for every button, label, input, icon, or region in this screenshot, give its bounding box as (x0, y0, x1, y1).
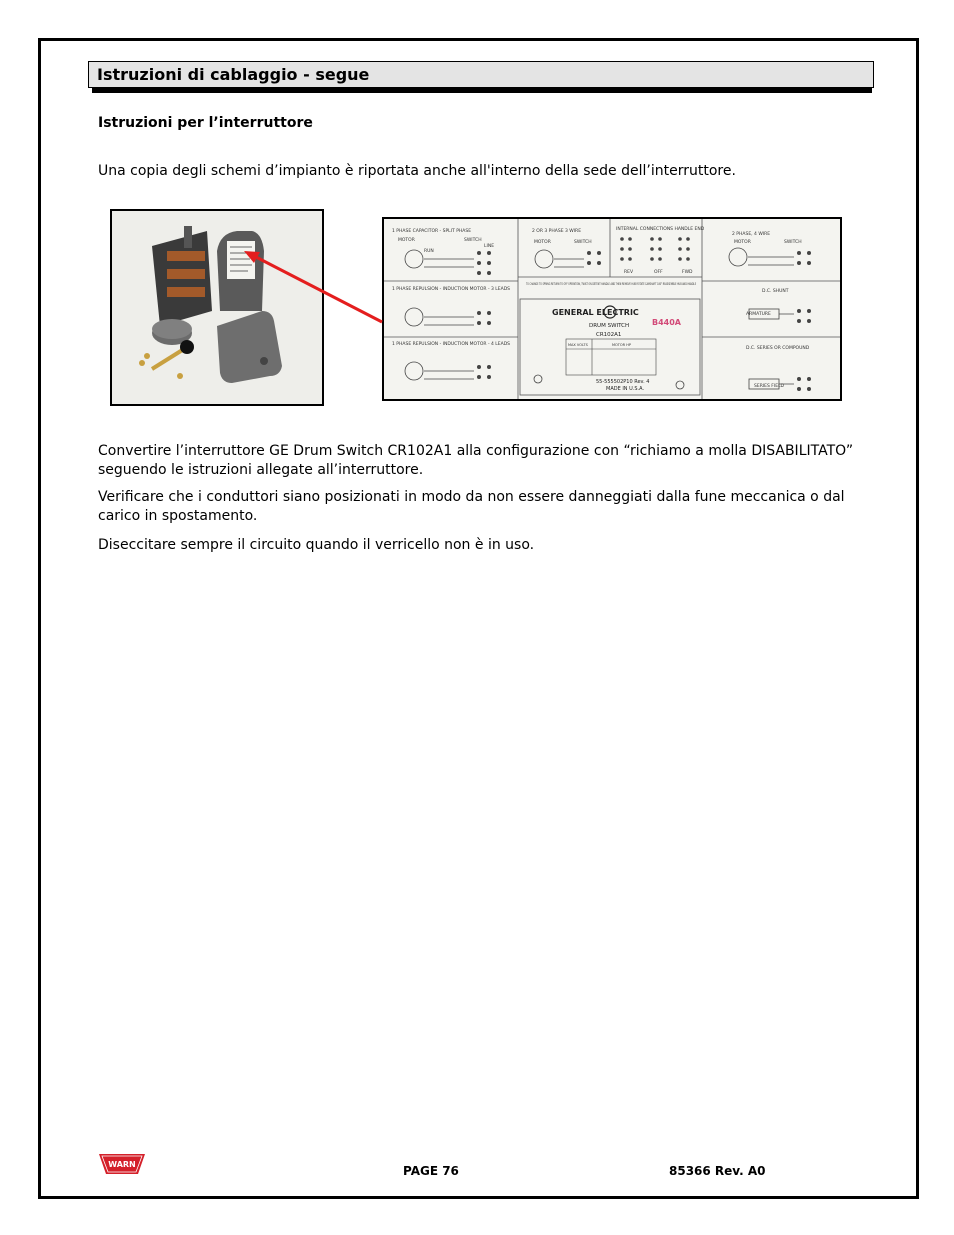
panel-label-4: 2 PHASE, 4 WIRE (732, 232, 771, 237)
document-revision: 85366 Rev. A0 (669, 1164, 766, 1178)
switch-label-2: SWITCH (574, 240, 592, 245)
switch-instructions-heading: Istruzioni per l’interruttore (98, 115, 313, 131)
armature-label: ARMATURE (746, 312, 771, 317)
motor-label-3: MOTOR (734, 240, 751, 245)
warn-logo-icon (98, 1152, 146, 1176)
panel-label-6: D.C. SHUNT (762, 289, 789, 294)
off-label: OFF (654, 270, 663, 275)
wiring-diagram-label (382, 217, 842, 401)
panel-label-8: D.C. SERIES OR COMPOUND (746, 346, 810, 351)
switch-label: SWITCH (464, 238, 482, 243)
switch-label-3: SWITCH (784, 240, 802, 245)
drum-switch-photo-illustration (112, 211, 322, 404)
stamp-code: B440A (652, 318, 681, 327)
panel-label-5: 1 PHASE REPULSION - INDUCTION MOTOR - 3 LEADS (392, 287, 511, 292)
made-in-label: MADE IN U.S.A. (606, 386, 645, 392)
warn-logo (98, 1152, 146, 1180)
motor-label-2: MOTOR (534, 240, 551, 245)
drum-switch-photo (110, 209, 324, 406)
panel-label-3: INTERNAL CONNECTIONS HANDLE END (616, 227, 705, 232)
rev-label: REV (624, 270, 634, 275)
header-title: Istruzioni di cablaggio - segue (97, 65, 370, 84)
product-label: DRUM SWITCH (589, 323, 630, 329)
panel-label-1: 1 PHASE CAPACITOR - SPLIT PHASE (392, 229, 472, 234)
motor-hp-header: MOTOR HP (612, 343, 631, 347)
verify-paragraph: Verificare che i conduttori siano posizionati in modo da non essere danneggiati dalla fune meccanica o dal carico in spostamento. (98, 489, 845, 524)
run-label: RUN (424, 249, 434, 254)
logo-wordmark: WARN (108, 1160, 136, 1169)
series-field-label: SERIES FIELD (754, 384, 785, 389)
section-header (88, 61, 874, 88)
header-box (88, 61, 874, 88)
brand-label: GENERAL ELECTRIC (552, 308, 639, 317)
fwd-label: FWD (682, 270, 693, 275)
panel-label-7: 1 PHASE REPULSION - INDUCTION MOTOR - 4 LEADS (392, 342, 511, 347)
motor-label: MOTOR (398, 238, 415, 243)
model-label: CR102A1 (596, 332, 622, 338)
deenergize-paragraph: Diseccitare sempre il circuito quando il verricello non è in uso. (98, 537, 535, 553)
part-number: 55-555502P10 Rev. 4 (596, 379, 650, 385)
spring-return-notice: TO CHANGE TO SPRING RETURN TO OFF OPERATION, TWIST ON DETENT HANDLE AND THEN REMOVE HUB ROTATE CAMSHAFT 180° REASSEMBLE HUB AND HANDLE (525, 282, 697, 286)
intro-paragraph: Una copia degli schemi d’impianto è riportata anche all'interno della sede dell’interruttore. (98, 163, 736, 179)
panel-label-2: 2 OR 3 PHASE 3 WIRE (532, 229, 582, 234)
volts-header: MAX VOLTS (568, 343, 588, 347)
line-label: LINE (484, 244, 495, 249)
page-number: PAGE 76 (403, 1164, 459, 1178)
wiring-diagram-illustration (384, 219, 840, 399)
convert-paragraph: Convertire l’interruttore GE Drum Switch CR102A1 alla configurazione con “richiamo a molla DISABILITATO” seguendo le istruzioni allegate all’interruttore. (98, 443, 854, 478)
